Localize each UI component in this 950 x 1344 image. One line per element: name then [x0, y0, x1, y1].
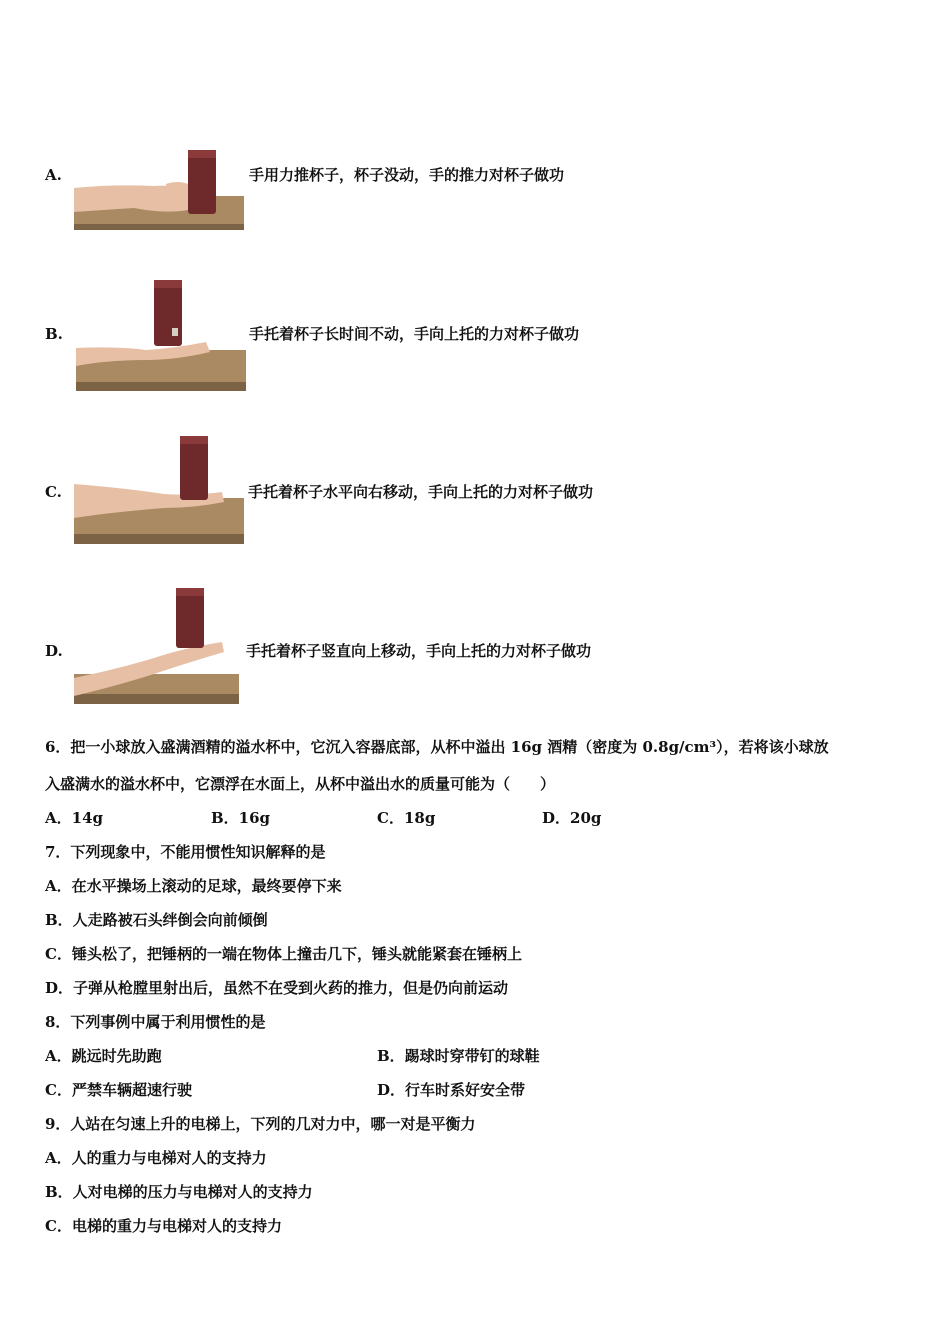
question-8-option-a: A．跳远时先助跑 — [45, 1047, 162, 1065]
question-7-option-d: D．子弹从枪膛里射出后，虽然不在受到火药的推力，但是仍向前运动 — [45, 979, 509, 997]
question-7-stem: 7．下列现象中，不能用惯性知识解释的是 — [45, 843, 326, 861]
question-6-option-b: B．16g — [211, 809, 271, 827]
option-a-letter: A. — [45, 166, 62, 184]
question-8-option-b: B．踢球时穿带钉的球鞋 — [377, 1047, 540, 1065]
question-6-option-c: C．18g — [377, 809, 436, 827]
option-d-text: 手托着杯子竖直向上移动，手向上托的力对杯子做功 — [246, 642, 592, 660]
option-b-text: 手托着杯子长时间不动，手向上托的力对杯子做功 — [249, 325, 580, 343]
question-9-option-b: B．人对电梯的压力与电梯对人的支持力 — [45, 1183, 313, 1201]
question-8-option-d: D．行车时系好安全带 — [377, 1081, 526, 1099]
question-9-option-c: C．电梯的重力与电梯对人的支持力 — [45, 1217, 282, 1235]
option-a-text: 手用力推杯子，杯子没动，手的推力对杯子做功 — [249, 166, 565, 184]
question-7-option-c: C．锤头松了，把锤柄的一端在物体上撞击几下，锤头就能紧套在锤柄上 — [45, 945, 522, 963]
hand-moving-cup-horizontally-photo — [74, 432, 244, 544]
option-d-letter: D. — [45, 642, 63, 660]
hand-lifting-cup-vertically-photo — [74, 586, 244, 704]
question-8-option-c: C．严禁车辆超速行驶 — [45, 1081, 192, 1099]
hand-holding-cup-still-photo — [76, 276, 246, 391]
question-8-stem: 8．下列事例中属于利用惯性的是 — [45, 1013, 266, 1031]
question-6-option-d: D．20g — [542, 809, 602, 827]
question-9-option-a: A．人的重力与电梯对人的支持力 — [45, 1149, 267, 1167]
question-6-line-2: 入盛满水的溢水杯中，它漂浮在水面上，从杯中溢出水的质量可能为（ ） — [45, 775, 556, 793]
question-6-option-a: A．14g — [45, 809, 104, 827]
question-7-option-b: B．人走路被石头绊倒会向前倾倒 — [45, 911, 268, 929]
question-9-stem: 9．人站在匀速上升的电梯上，下列的几对力中，哪一对是平衡力 — [45, 1115, 476, 1133]
option-b-letter: B. — [45, 325, 63, 343]
option-c-letter: C. — [45, 483, 62, 501]
question-7-option-a: A．在水平操场上滚动的足球，最终要停下来 — [45, 877, 342, 895]
question-6-line-1: 6．把一小球放入盛满酒精的溢水杯中，它沉入容器底部，从杯中溢出 16g 酒精（密度为 0.8g/cm³），若将该小球放 — [45, 738, 829, 756]
hand-pushing-cup-photo — [74, 144, 244, 230]
option-c-text: 手托着杯子水平向右移动，手向上托的力对杯子做功 — [248, 483, 594, 501]
